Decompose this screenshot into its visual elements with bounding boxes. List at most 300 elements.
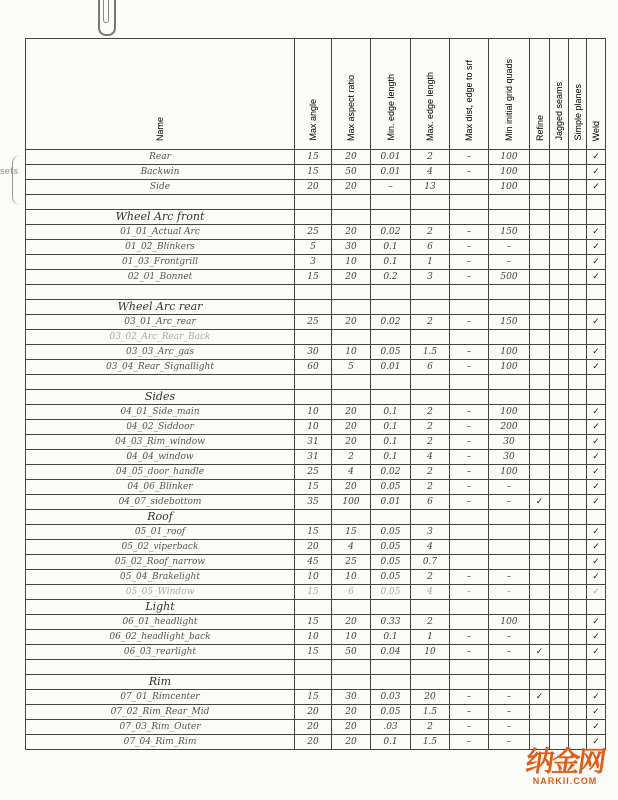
check-cell [569,360,587,375]
check-cell [569,525,587,540]
check-cell: ✓ [587,225,606,240]
header-max-angle: Max angle [295,39,332,150]
value-cell [295,300,332,315]
value-cell [489,285,530,300]
value-cell: – [450,720,489,735]
row-name: 07_02_Rim_Rear_Mid [26,705,295,720]
check-cell [587,675,606,690]
check-cell: ✓ [587,360,606,375]
value-cell [489,540,530,555]
section-label: Light [26,600,295,615]
check-cell [550,570,569,585]
check-cell [550,645,569,660]
value-cell: – [489,585,530,600]
table-row [26,465,606,480]
value-cell: – [450,735,489,750]
value-cell: – [450,585,489,600]
check-cell [569,465,587,480]
value-cell [332,600,371,615]
value-cell [489,600,530,615]
value-cell: 1.5 [411,705,450,720]
value-cell: 2 [411,225,450,240]
section-label: Rim [26,675,295,690]
check-cell [550,240,569,255]
check-cell [530,450,550,465]
value-cell [411,300,450,315]
value-cell: 0.03 [371,690,411,705]
value-cell: 10 [411,645,450,660]
check-cell [550,225,569,240]
value-cell: 1 [411,255,450,270]
value-cell [295,285,332,300]
row-name [26,375,295,390]
value-cell: 25 [295,225,332,240]
value-cell: 0.33 [371,615,411,630]
check-cell: ✓ [587,150,606,165]
check-cell: ✓ [587,255,606,270]
value-cell [332,390,371,405]
table-row [26,180,606,195]
check-cell: ✓ [587,615,606,630]
section-row [26,510,606,525]
value-cell [332,300,371,315]
check-cell [530,225,550,240]
table-row [26,540,606,555]
table-body [26,150,606,750]
value-cell: – [450,255,489,270]
value-cell: 100 [332,495,371,510]
value-cell: – [489,240,530,255]
check-cell [530,300,550,315]
value-cell [489,390,530,405]
value-cell [295,195,332,210]
row-name: 04_02_Siddoor [26,420,295,435]
value-cell [295,510,332,525]
value-cell: 0.01 [371,150,411,165]
value-cell: 2 [411,420,450,435]
check-cell: ✓ [587,240,606,255]
table-row [26,570,606,585]
value-cell [371,675,411,690]
value-cell [411,285,450,300]
value-cell [371,210,411,225]
check-cell [550,300,569,315]
check-cell: ✓ [587,690,606,705]
value-cell [332,675,371,690]
value-cell: 2 [411,615,450,630]
value-cell: 20 [332,435,371,450]
value-cell [489,330,530,345]
table-row [26,225,606,240]
value-cell: 4 [332,465,371,480]
value-cell: – [489,720,530,735]
value-cell: 45 [295,555,332,570]
value-cell [450,555,489,570]
value-cell: 10 [332,345,371,360]
value-cell: 1.5 [411,345,450,360]
check-cell [550,420,569,435]
check-cell [550,720,569,735]
check-cell [550,405,569,420]
value-cell: – [450,225,489,240]
check-cell: ✓ [587,345,606,360]
check-cell [569,210,587,225]
value-cell: – [489,735,530,750]
value-cell: 20 [295,735,332,750]
section-label: Roof [26,510,295,525]
check-cell: ✓ [587,555,606,570]
value-cell: 2 [411,435,450,450]
check-cell [569,420,587,435]
value-cell [371,300,411,315]
value-cell: – [450,645,489,660]
value-cell: 60 [295,360,332,375]
value-cell: 0.02 [371,225,411,240]
value-cell: – [450,465,489,480]
check-cell [550,255,569,270]
value-cell: 500 [489,270,530,285]
check-cell: ✓ [587,405,606,420]
value-cell: – [450,315,489,330]
table-row [26,375,606,390]
value-cell: 6 [332,585,371,600]
check-cell [550,615,569,630]
check-cell [550,585,569,600]
check-cell [587,330,606,345]
value-cell: 2 [411,720,450,735]
value-cell: 0.01 [371,360,411,375]
value-cell: 2 [411,405,450,420]
check-cell [587,375,606,390]
check-cell [550,375,569,390]
check-cell [587,300,606,315]
value-cell [332,285,371,300]
value-cell: 0.1 [371,450,411,465]
value-cell: 6 [411,495,450,510]
value-cell: 20 [332,420,371,435]
value-cell: 0.1 [371,630,411,645]
check-cell [530,285,550,300]
value-cell: 20 [332,405,371,420]
row-name: 06_02_headlight_back [26,630,295,645]
value-cell: 4 [411,450,450,465]
check-cell [530,180,550,195]
value-cell [489,375,530,390]
value-cell: 0.01 [371,165,411,180]
value-cell: – [489,705,530,720]
check-cell [530,390,550,405]
row-name: 07_01_Rimcenter [26,690,295,705]
table-row [26,690,606,705]
check-cell [550,330,569,345]
value-cell [450,375,489,390]
value-cell [489,300,530,315]
section-row [26,210,606,225]
check-cell: ✓ [587,540,606,555]
table-row [26,360,606,375]
value-cell [450,510,489,525]
value-cell [411,375,450,390]
value-cell: 15 [295,645,332,660]
table-row [26,150,606,165]
check-cell [530,510,550,525]
value-cell: 20 [332,705,371,720]
value-cell: 4 [411,540,450,555]
check-cell [587,510,606,525]
value-cell [332,510,371,525]
table-row [26,405,606,420]
value-cell: – [450,450,489,465]
check-cell: ✓ [587,630,606,645]
row-name: 01_02_Blinkers [26,240,295,255]
value-cell [450,330,489,345]
check-cell [530,720,550,735]
value-cell: 4 [411,165,450,180]
row-name: 05_05_Window [26,585,295,600]
check-cell [550,435,569,450]
value-cell: 0.7 [411,555,450,570]
value-cell: – [489,495,530,510]
check-cell [550,630,569,645]
value-cell [450,660,489,675]
value-cell [450,540,489,555]
value-cell: 10 [332,255,371,270]
value-cell: 0.02 [371,465,411,480]
header-name: Name [26,39,295,150]
value-cell: 10 [332,630,371,645]
table-row [26,480,606,495]
value-cell [371,600,411,615]
row-name: 05_02_viperback [26,540,295,555]
value-cell: 100 [489,150,530,165]
value-cell: 20 [332,315,371,330]
check-cell [530,360,550,375]
check-cell: ✓ [587,450,606,465]
value-cell: 0.1 [371,405,411,420]
value-cell [332,195,371,210]
table-row [26,450,606,465]
parameters-table [25,38,606,750]
section-row [26,300,606,315]
value-cell [371,660,411,675]
check-cell: ✓ [587,495,606,510]
table-row [26,420,606,435]
value-cell: – [489,570,530,585]
row-name: Rear [26,150,295,165]
value-cell: 15 [295,525,332,540]
value-cell [371,195,411,210]
check-cell [530,585,550,600]
header-max-edge-length: Max. edge length [411,39,450,150]
value-cell [411,510,450,525]
check-cell [569,615,587,630]
value-cell: – [450,240,489,255]
check-cell [530,345,550,360]
value-cell: 5 [332,360,371,375]
check-cell [530,675,550,690]
table-row [26,165,606,180]
check-cell [530,330,550,345]
value-cell: 31 [295,450,332,465]
value-cell: 0.1 [371,735,411,750]
value-cell: 100 [489,165,530,180]
row-name: 04_04_window [26,450,295,465]
value-cell: 20 [411,690,450,705]
check-cell [530,315,550,330]
check-cell [550,285,569,300]
check-cell [550,210,569,225]
check-cell [587,390,606,405]
check-cell [569,585,587,600]
table-row [26,555,606,570]
section-label: Wheel Arc front [26,210,295,225]
header-simple-planes: Simple planes [569,39,587,150]
check-cell [550,525,569,540]
table-row [26,435,606,450]
value-cell: – [489,630,530,645]
check-cell: ✓ [587,585,606,600]
row-name: 03_02_Arc_Rear_Back [26,330,295,345]
value-cell [411,675,450,690]
value-cell [450,210,489,225]
value-cell: 20 [332,720,371,735]
check-cell [530,615,550,630]
value-cell [295,375,332,390]
value-cell [489,555,530,570]
value-cell: 20 [295,705,332,720]
value-cell: 20 [332,150,371,165]
value-cell: – [450,690,489,705]
value-cell: 20 [332,270,371,285]
row-name: Side [26,180,295,195]
check-cell [530,600,550,615]
value-cell [332,210,371,225]
check-cell [550,675,569,690]
value-cell: 2 [411,315,450,330]
check-cell [587,660,606,675]
value-cell: 15 [295,615,332,630]
check-cell [569,435,587,450]
value-cell: 0.01 [371,495,411,510]
value-cell: 2 [411,480,450,495]
check-cell [569,255,587,270]
table-row [26,585,606,600]
value-cell: 100 [489,405,530,420]
check-cell: ✓ [587,705,606,720]
check-cell [530,480,550,495]
value-cell: 15 [295,480,332,495]
value-cell [371,390,411,405]
value-cell [450,525,489,540]
header-refine: Refine [530,39,550,150]
check-cell [550,465,569,480]
value-cell: – [450,345,489,360]
value-cell [295,210,332,225]
check-cell [569,555,587,570]
check-cell [569,630,587,645]
row-name [26,285,295,300]
value-cell: 0.1 [371,240,411,255]
check-cell [587,195,606,210]
section-label: Wheel Arc rear [26,300,295,315]
check-cell [530,165,550,180]
check-cell: ✓ [587,270,606,285]
value-cell: 4 [332,540,371,555]
check-cell: ✓ [587,180,606,195]
value-cell: – [450,435,489,450]
check-cell [569,180,587,195]
value-cell [411,210,450,225]
value-cell: 2 [411,570,450,585]
value-cell: 15 [295,270,332,285]
value-cell: 15 [295,165,332,180]
check-cell [550,450,569,465]
table-row [26,255,606,270]
check-cell [550,345,569,360]
check-cell: ✓ [587,165,606,180]
check-cell [569,225,587,240]
table-row [26,660,606,675]
value-cell: – [489,255,530,270]
check-cell [530,150,550,165]
value-cell: 150 [489,225,530,240]
check-cell [530,540,550,555]
value-cell: – [450,495,489,510]
check-cell [530,210,550,225]
check-cell [569,375,587,390]
row-name: 05_04_Brakelight [26,570,295,585]
check-cell [550,165,569,180]
header-min-edge-length: Min. edge length [371,39,411,150]
value-cell [450,390,489,405]
check-cell: ✓ [587,480,606,495]
check-cell [550,315,569,330]
check-cell [550,705,569,720]
value-cell [450,195,489,210]
value-cell: 0.05 [371,540,411,555]
check-cell [530,465,550,480]
check-cell [569,390,587,405]
value-cell: 1.5 [411,735,450,750]
row-name: 07_03_Rim_Outer [26,720,295,735]
check-cell [550,180,569,195]
value-cell: 10 [295,570,332,585]
value-cell: 15 [332,525,371,540]
value-cell [295,390,332,405]
value-cell: 30 [332,240,371,255]
check-cell [530,570,550,585]
check-cell [550,360,569,375]
check-cell [550,600,569,615]
table-row [26,645,606,660]
check-cell [530,405,550,420]
value-cell: 15 [295,690,332,705]
check-cell [550,495,569,510]
value-cell [295,330,332,345]
check-cell [569,480,587,495]
check-cell [569,315,587,330]
check-cell [569,510,587,525]
value-cell: 2 [332,450,371,465]
check-cell [530,375,550,390]
value-cell: 10 [295,630,332,645]
value-cell: 15 [295,585,332,600]
check-cell [569,240,587,255]
value-cell: 100 [489,615,530,630]
value-cell [450,300,489,315]
value-cell: 100 [489,180,530,195]
check-cell [569,675,587,690]
